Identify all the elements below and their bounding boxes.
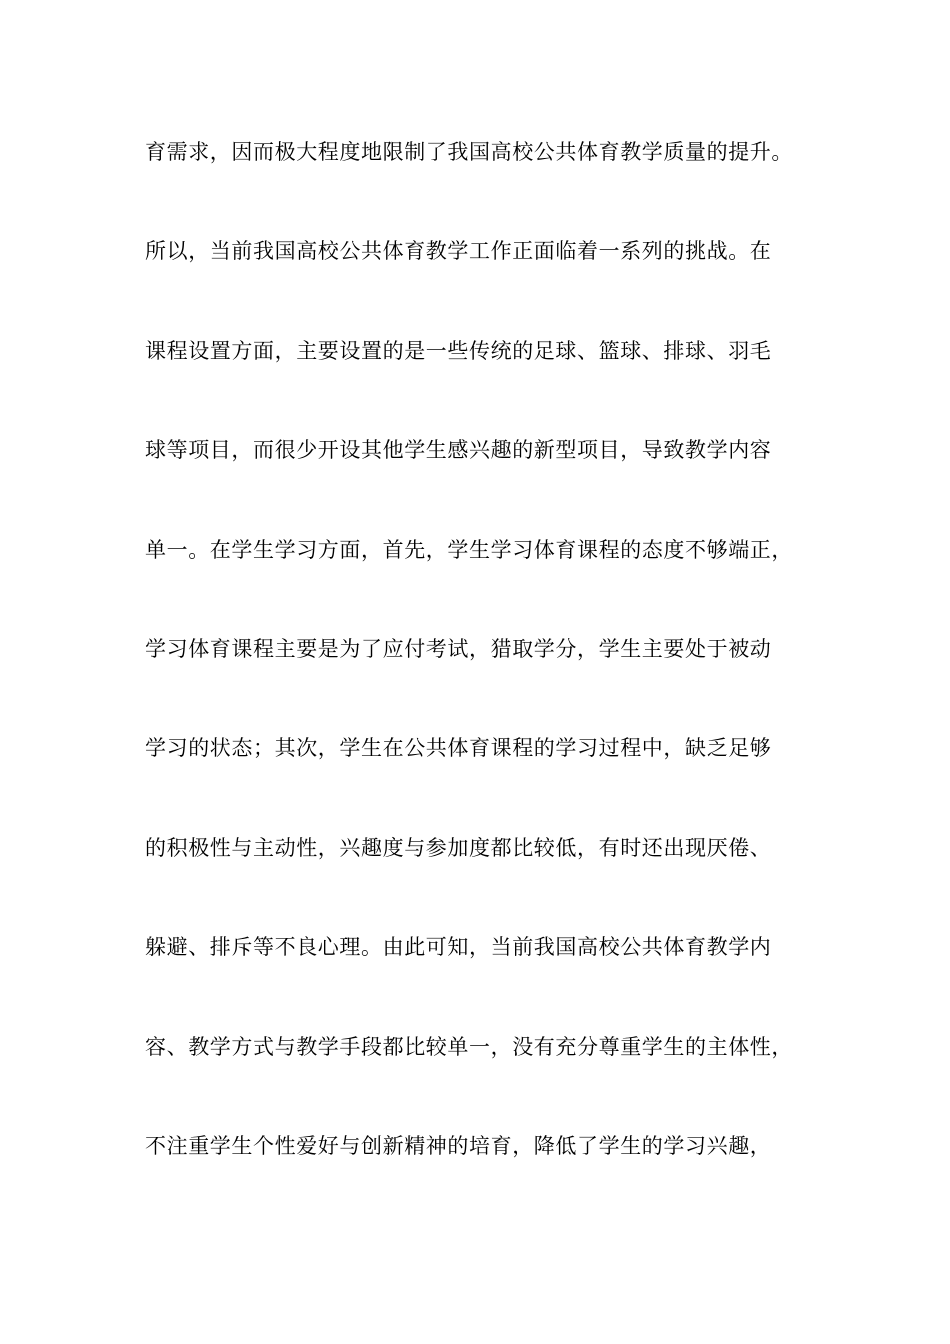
paragraph-line: 学习的状态；其次，学生在公共体育课程的学习过程中，缺乏足够 [145,736,772,760]
paragraph-line: 育需求，因而极大程度地限制了我国高校公共体育教学质量的提升。 [145,140,793,164]
paragraph-line: 不注重学生个性爱好与创新精神的培育，降低了学生的学习兴趣， [145,1134,772,1158]
paragraph-line: 所以，当前我国高校公共体育教学工作正面临着一系列的挑战。在 [145,239,772,263]
paragraph-line: 球等项目，而很少开设其他学生感兴趣的新型项目，导致教学内容 [145,438,772,462]
paragraph-line: 躲避、排斥等不良心理。由此可知，当前我国高校公共体育教学内 [145,935,772,959]
paragraph-line: 的积极性与主动性，兴趣度与参加度都比较低，有时还出现厌倦、 [145,836,772,860]
paragraph-line: 单一。在学生学习方面，首先，学生学习体育课程的态度不够端正， [145,538,793,562]
paragraph-line: 容、教学方式与教学手段都比较单一，没有充分尊重学生的主体性， [145,1035,793,1059]
paragraph-line: 学习体育课程主要是为了应付考试，猎取学分，学生主要处于被动 [145,637,772,661]
paragraph-line: 课程设置方面，主要设置的是一些传统的足球、篮球、排球、羽毛 [145,339,772,363]
